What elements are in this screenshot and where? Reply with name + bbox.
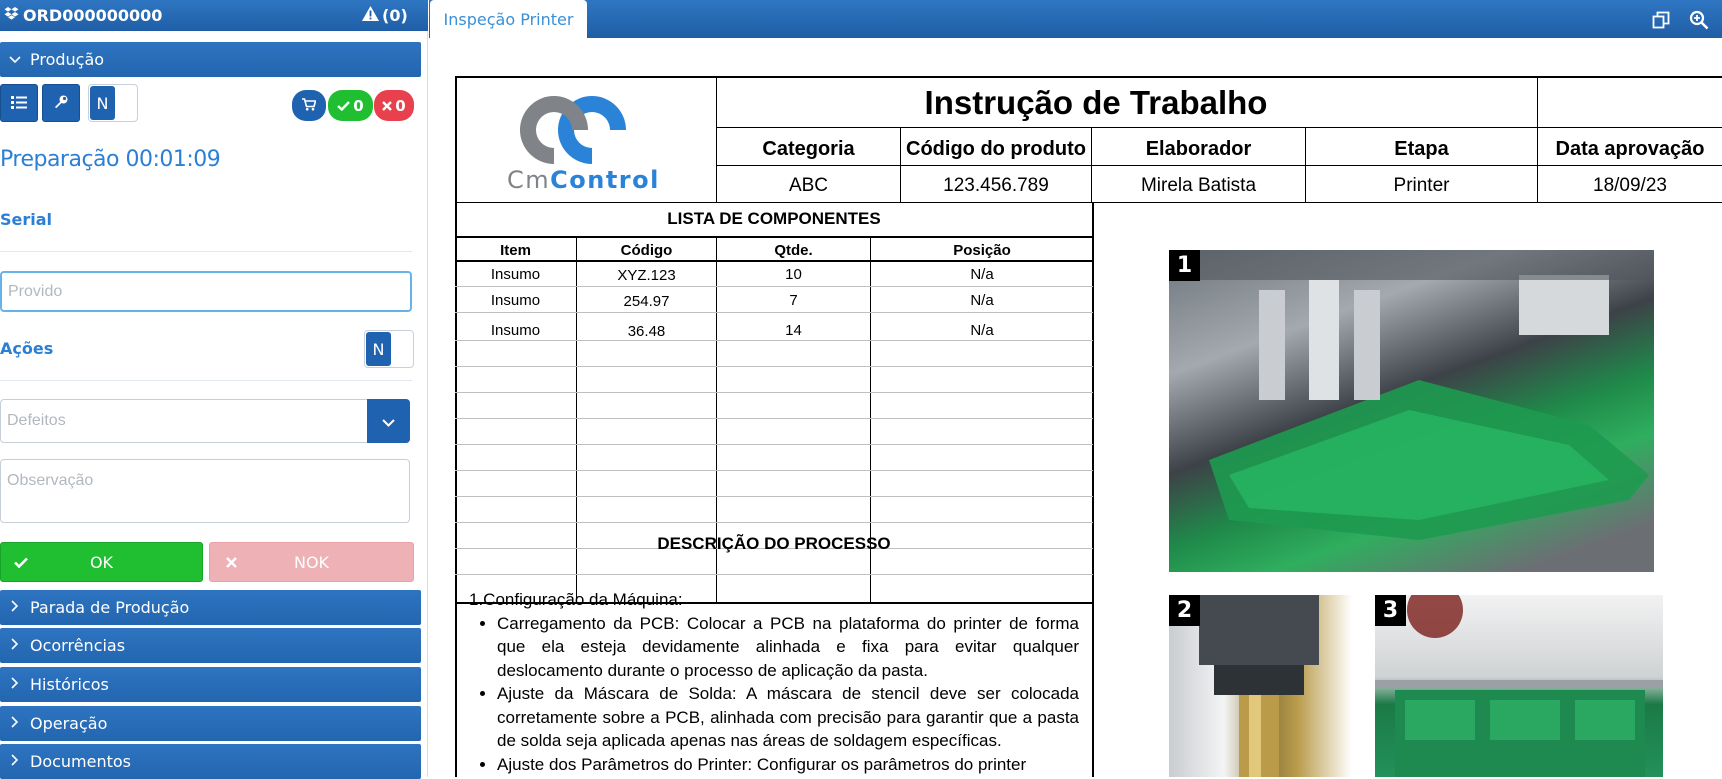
left-panel <box>0 0 428 777</box>
ok-label: OK <box>89 552 114 572</box>
pcb-photo <box>1375 595 1663 777</box>
accordion-parada[interactable] <box>0 590 421 625</box>
tab-inspecao-printer[interactable]: Inspeção Printer <box>430 0 587 38</box>
col-codigo: Código <box>620 242 673 259</box>
table-cell: N/a <box>970 266 994 283</box>
order-header <box>0 0 428 31</box>
table-cell: N/a <box>970 292 994 309</box>
document-title: Instrução de Trabalho <box>924 84 1268 121</box>
preparation-timer: Preparação 00:01:09 <box>0 147 221 172</box>
value-categoria: ABC <box>788 175 829 196</box>
n-toggle[interactable] <box>88 84 138 122</box>
acoes-toggle-knob: N <box>366 332 391 366</box>
ok-button[interactable] <box>0 542 203 582</box>
chevron-down-icon <box>0 52 30 68</box>
order-number: ORD000000000 <box>23 6 163 25</box>
cart-icon <box>302 97 316 115</box>
accordion-label: Ocorrências <box>30 636 126 655</box>
col-item: Item <box>500 242 531 259</box>
nozzle-photo <box>1169 595 1352 777</box>
accordion-operacao[interactable] <box>0 706 421 741</box>
serial-label: Serial <box>0 210 53 229</box>
alerts-indicator[interactable] <box>362 6 408 25</box>
list-icon <box>11 94 27 113</box>
header-categoria: Categoria <box>762 138 855 160</box>
check-icon <box>1 553 41 572</box>
chevron-right-icon <box>0 638 30 654</box>
table-cell: Insumo <box>490 292 541 309</box>
logo-text: CmControl <box>507 166 660 194</box>
accordion-historicos[interactable] <box>0 667 421 702</box>
photo-number: 1 <box>1169 250 1200 281</box>
value-data-aprovacao: 18/09/23 <box>1593 175 1667 196</box>
document-header-bar <box>429 0 1722 38</box>
process-title: DESCRIÇÃO DO PROCESSO <box>657 534 891 553</box>
acoes-toggle[interactable] <box>364 330 414 368</box>
observacao-textarea[interactable] <box>0 459 410 523</box>
chevron-right-icon <box>0 754 30 770</box>
dropbox-icon <box>4 6 19 25</box>
nok-label: NOK <box>293 552 330 572</box>
n-toggle-knob: N <box>90 86 115 120</box>
x-icon <box>210 553 252 572</box>
value-elaborador: Mirela Batista <box>1140 175 1257 196</box>
chevron-down-icon <box>382 412 395 431</box>
process-step: • Ajuste dos Parâmetros do Printer: Configurar os parâmetros do printer <box>497 753 1079 777</box>
process-step: • Carregamento da PCB: Colocar a PCB na plataforma do printer de forma que ela esteja devidamente alinhada e fixa para evitar qualquer deslocamento durante o processo de aplicação da pasta. <box>497 612 1079 683</box>
serial-input[interactable] <box>0 271 412 312</box>
chevron-right-icon <box>0 716 30 732</box>
accordion-label: Históricos <box>30 675 109 694</box>
accordion-ocorrencias[interactable] <box>0 628 421 663</box>
check-icon <box>337 97 350 115</box>
header-data-aprovacao: Data aprovação <box>1555 138 1705 160</box>
process-step: • Ajuste da Máscara de Solda: A máscara de stencil deve ser colocada corretamente sobre a PCB, alinhada com precisão para garantir que a pasta de solda seja aplicada apenas nas áreas de soldagem específicas. <box>497 682 1079 753</box>
ok-count: 0 <box>353 96 364 115</box>
accordion-label: Produção <box>30 50 105 69</box>
defeitos-placeholder: Defeitos <box>7 412 66 429</box>
table-cell: 7 <box>789 292 798 309</box>
value-etapa: Printer <box>1393 175 1450 196</box>
table-cell: 36.48 <box>627 323 666 340</box>
photo-number: 2 <box>1169 595 1200 626</box>
table-cell: 254.97 <box>623 293 670 310</box>
zoom-in-icon[interactable] <box>1688 9 1710 31</box>
table-cell: 14 <box>785 322 802 339</box>
photo-number: 3 <box>1375 595 1406 626</box>
accordion-label: Documentos <box>30 752 132 771</box>
table-cell: Insumo <box>490 322 541 339</box>
printer-machine-photo <box>1169 250 1654 572</box>
cart-button[interactable] <box>292 90 326 121</box>
nok-count-badge <box>374 90 414 121</box>
col-posicao: Posição <box>953 242 1011 259</box>
ok-count-badge <box>328 90 373 121</box>
accordion-producao[interactable] <box>0 42 421 77</box>
process-description <box>469 588 1079 776</box>
tools-button[interactable] <box>42 84 80 122</box>
chevron-right-icon <box>0 600 30 616</box>
order-id <box>4 6 162 25</box>
list-button[interactable] <box>0 84 38 122</box>
acoes-label: Ações <box>0 339 54 358</box>
table-cell: N/a <box>970 322 994 339</box>
value-codigo-produto: 123.456.789 <box>943 175 1049 196</box>
divider <box>0 251 412 252</box>
window-restore-icon[interactable] <box>1650 9 1672 31</box>
wrench-icon <box>54 94 68 113</box>
accordion-label: Operação <box>30 714 108 733</box>
nok-button[interactable] <box>209 542 414 582</box>
header-elaborador: Elaborador <box>1145 138 1252 160</box>
components-title: LISTA DE COMPONENTES <box>667 209 881 228</box>
nok-count: 0 <box>395 96 406 115</box>
work-instruction-document <box>455 76 1722 777</box>
defeitos-select[interactable] <box>0 399 410 443</box>
table-cell: XYZ.123 <box>617 267 676 284</box>
table-cell: Insumo <box>490 266 541 283</box>
accordion-documentos[interactable] <box>0 744 421 779</box>
defeitos-dropdown-button[interactable] <box>367 399 410 443</box>
accordion-label: Parada de Produção <box>30 598 190 617</box>
table-cell: 10 <box>785 266 802 283</box>
col-qtde: Qtde. <box>774 242 813 259</box>
warning-icon <box>362 6 379 25</box>
header-etapa: Etapa <box>1394 138 1449 160</box>
divider <box>0 380 412 381</box>
x-icon <box>382 97 392 115</box>
chevron-right-icon <box>0 677 30 693</box>
alerts-count: (0) <box>382 6 408 25</box>
process-heading: 1.Configuração da Máquina: <box>469 590 683 609</box>
header-codigo-produto: Código do produto <box>906 138 1086 160</box>
